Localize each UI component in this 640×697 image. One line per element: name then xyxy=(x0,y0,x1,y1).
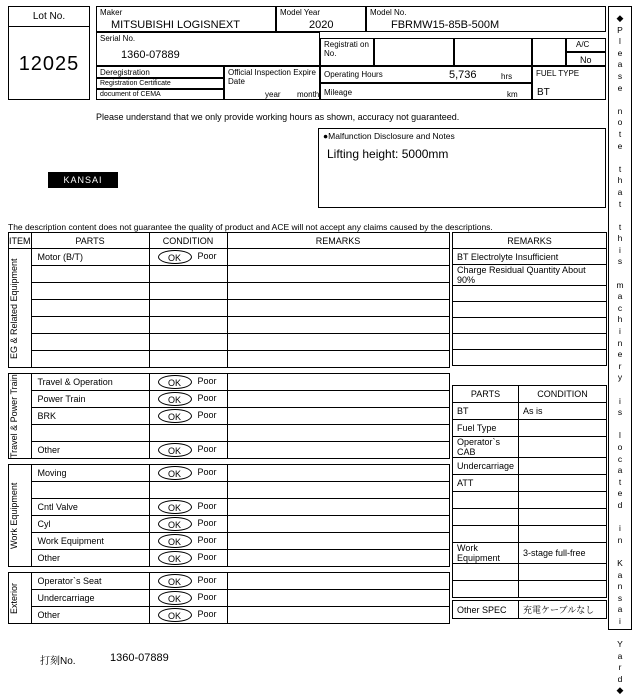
vertical-note-char xyxy=(609,210,631,222)
malfunction-title: ●Malfunction Disclosure and Notes xyxy=(323,131,455,141)
poor-option[interactable]: Poor xyxy=(197,518,217,528)
lot-number: 12025 xyxy=(18,52,80,75)
maker-cell xyxy=(96,6,276,32)
vertical-note-char: i xyxy=(619,326,621,337)
parts-name-cell xyxy=(453,526,519,543)
condition-cell[interactable] xyxy=(149,550,227,567)
ok-option[interactable]: OK xyxy=(158,608,192,622)
table-row xyxy=(9,391,450,408)
vertical-note-char xyxy=(609,546,631,558)
parts-condition-cell xyxy=(519,420,607,437)
condition-cell[interactable] xyxy=(149,283,227,300)
parts-cell: Travel & Operation xyxy=(31,374,149,391)
vertical-note-char xyxy=(609,512,631,524)
condition-cell[interactable] xyxy=(149,425,227,442)
registration-cell xyxy=(320,38,374,66)
vertical-note-char: h xyxy=(617,233,623,244)
parts-condition-panel xyxy=(452,385,607,598)
vertical-note-char: c xyxy=(617,302,623,313)
table-row xyxy=(9,573,450,590)
parts-condition-row xyxy=(453,564,607,581)
vertical-note-char: a xyxy=(617,465,623,476)
maker-value: MITSUBISHI LOGISNEXT xyxy=(111,19,240,31)
group-label-text: Exterior xyxy=(9,582,19,614)
remarks-cell xyxy=(227,317,449,334)
parts-name-cell xyxy=(453,581,519,598)
vertical-note-char: d xyxy=(617,673,623,684)
parts-cell: Work Equipment xyxy=(31,533,149,550)
malfunction-box xyxy=(318,128,606,208)
vertical-note-char: n xyxy=(617,337,623,348)
poor-option[interactable]: Poor xyxy=(197,575,217,585)
vertical-note-char: e xyxy=(617,82,623,93)
official-inspection-label: Official Inspection Expire Date xyxy=(228,68,316,86)
poor-option[interactable]: Poor xyxy=(197,393,217,403)
vertical-note-char: e xyxy=(617,47,623,58)
vertical-note-char: Y xyxy=(617,639,623,650)
table-row xyxy=(9,334,450,351)
remarks-cell xyxy=(227,300,449,317)
parts-cell xyxy=(31,425,149,442)
vertical-note-char xyxy=(609,152,631,164)
vertical-note-char: a xyxy=(617,59,623,70)
parts-condition-header-row xyxy=(453,386,607,403)
ok-option[interactable]: OK xyxy=(158,250,192,264)
ok-option[interactable]: OK xyxy=(158,574,192,588)
condition-cell[interactable] xyxy=(149,300,227,317)
remarks-panel xyxy=(452,232,607,366)
fuel-type-value: BT xyxy=(537,87,550,98)
parts-name-cell: BT xyxy=(453,403,519,420)
vertical-note-char: e xyxy=(617,349,623,360)
parts-cell xyxy=(31,482,149,499)
vertical-note-char: d xyxy=(617,499,623,510)
official-inspection-cell xyxy=(224,66,320,100)
parts-cell: Cyl xyxy=(31,516,149,533)
dereg-cell xyxy=(96,66,224,78)
vertical-note-char: s xyxy=(617,407,623,418)
poor-option[interactable]: Poor xyxy=(197,535,217,545)
col-item: ITEM xyxy=(9,233,32,249)
parts-condition-row xyxy=(453,492,607,509)
serial-value: 1360-07889 xyxy=(121,49,180,61)
dereg-label: Deregistration xyxy=(100,68,150,77)
vertical-note-text xyxy=(609,25,631,686)
condition-col-header: CONDITION xyxy=(519,386,607,403)
vertical-note-char xyxy=(609,627,631,639)
vertical-note-char: l xyxy=(619,430,621,441)
parts-cell: Motor (B/T) xyxy=(31,249,149,266)
vertical-note-char: e xyxy=(617,488,623,499)
registration-value-cell xyxy=(374,38,454,66)
parts-cell xyxy=(31,300,149,317)
mileage-unit: km xyxy=(507,90,518,99)
condition-cell[interactable] xyxy=(149,374,227,391)
parts-name-cell xyxy=(453,492,519,509)
parts-condition-cell: 3-stage full-free xyxy=(519,543,607,564)
table-row xyxy=(9,283,450,300)
parts-cell: Undercarriage xyxy=(31,590,149,607)
parts-cell: BRK xyxy=(31,408,149,425)
condition-cell[interactable] xyxy=(149,249,227,266)
poor-option[interactable]: Poor xyxy=(197,444,217,454)
remarks-header-row xyxy=(453,233,607,249)
group-label-text: Travel & Power Train xyxy=(9,374,19,458)
poor-option[interactable]: Poor xyxy=(197,251,217,261)
vertical-note-char: s xyxy=(617,70,623,81)
cema-cell xyxy=(96,89,224,100)
fuel-type-label: FUEL TYPE xyxy=(536,69,580,78)
vertical-note-char: r xyxy=(618,662,622,673)
poor-option[interactable]: Poor xyxy=(197,376,217,386)
parts-condition-row xyxy=(453,420,607,437)
table-row xyxy=(9,516,450,533)
lot-box xyxy=(8,6,90,100)
vertical-note-char: a xyxy=(617,604,623,615)
vertical-note-char: a xyxy=(617,569,623,580)
remarks-cell xyxy=(227,334,449,351)
group-label-text: EG & Related Equipment xyxy=(9,257,19,359)
parts-cell xyxy=(31,317,149,334)
table-row xyxy=(9,482,450,499)
table-row xyxy=(9,590,450,607)
cema-label: document of CEMA xyxy=(100,91,161,98)
table-row xyxy=(9,465,450,482)
parts-cell xyxy=(31,334,149,351)
parts-condition-row xyxy=(453,509,607,526)
vertical-note-char: n xyxy=(617,534,623,545)
group-label-text: Work Equipment xyxy=(9,482,19,549)
remarks-line xyxy=(453,286,607,302)
condition-cell[interactable] xyxy=(149,465,227,482)
remarks-header: REMARKS xyxy=(453,233,607,249)
table-row xyxy=(9,317,450,334)
col-parts: PARTS xyxy=(31,233,149,249)
vertical-note-char: o xyxy=(617,117,623,128)
parts-condition-cell xyxy=(519,581,607,598)
vertical-note-char: l xyxy=(619,36,621,47)
operating-hours-cell xyxy=(320,66,532,83)
fuel-type-cell xyxy=(532,66,606,100)
table-row xyxy=(9,249,450,266)
vertical-note-char xyxy=(609,419,631,431)
parts-cell: Operator`s Seat xyxy=(31,573,149,590)
mileage-cell xyxy=(320,83,532,100)
serial-label: Serial No. xyxy=(100,34,136,43)
group-label-0 xyxy=(9,249,32,368)
col-remarks: REMARKS xyxy=(227,233,449,249)
remarks-cell xyxy=(227,482,449,499)
vertical-note-char: r xyxy=(618,360,622,371)
remarks-line xyxy=(453,318,607,334)
reg-cert-label: Registration Certificate xyxy=(100,80,171,87)
remarks-line-row xyxy=(453,249,607,265)
table-row xyxy=(9,499,450,516)
parts-cell xyxy=(31,283,149,300)
operating-hours-label: Operating Hours xyxy=(324,70,383,79)
vertical-note-char xyxy=(609,268,631,280)
other-spec-label: Other SPEC xyxy=(453,601,519,619)
vertical-note-char: t xyxy=(618,128,622,139)
condition-cell[interactable] xyxy=(149,499,227,516)
condition-cell[interactable] xyxy=(149,573,227,590)
table-row xyxy=(9,442,450,459)
disclaimer-note: The description content does not guarantee the quality of product and ACE will not accept any claims caused by the descriptions. xyxy=(8,222,493,232)
ok-option[interactable]: OK xyxy=(158,392,192,406)
vertical-note-top-diamond: ◆ xyxy=(616,13,624,23)
poor-option[interactable]: Poor xyxy=(197,592,217,602)
vertical-note-char: o xyxy=(617,441,623,452)
parts-condition-cell xyxy=(519,458,607,475)
parts-condition-cell: As is xyxy=(519,403,607,420)
ok-option[interactable]: OK xyxy=(158,409,192,423)
table-row xyxy=(9,300,450,317)
vertical-note-char: t xyxy=(618,198,622,209)
table-header-row xyxy=(9,233,450,249)
poor-option[interactable]: Poor xyxy=(197,609,217,619)
model-no-label: Model No. xyxy=(370,8,407,17)
poor-option[interactable]: Poor xyxy=(197,410,217,420)
remarks-cell xyxy=(227,516,449,533)
parts-condition-cell xyxy=(519,475,607,492)
remarks-line xyxy=(453,334,607,350)
table-row xyxy=(9,266,450,283)
vertical-note-bottom-diamond: ◆ xyxy=(616,685,624,696)
remarks-cell xyxy=(227,499,449,516)
parts-condition-row xyxy=(453,581,607,598)
operating-hours-unit: hrs xyxy=(501,72,513,81)
parts-cell: Cntl Valve xyxy=(31,499,149,516)
parts-cell: Other xyxy=(31,442,149,459)
remarks-cell xyxy=(227,465,449,482)
parts-condition-row xyxy=(453,403,607,420)
remarks-line-row xyxy=(453,302,607,318)
remarks-cell xyxy=(227,590,449,607)
ok-option[interactable]: OK xyxy=(158,591,192,605)
remarks-cell xyxy=(227,283,449,300)
remarks-cell xyxy=(227,391,449,408)
vertical-note-char: i xyxy=(619,244,621,255)
parts-condition-row xyxy=(453,437,607,458)
parts-name-cell: Operator`s CAB xyxy=(453,437,519,458)
parts-condition-row xyxy=(453,458,607,475)
model-no-value: FBRMW15-85B-500M xyxy=(391,19,500,31)
other-spec-row xyxy=(453,601,607,619)
table-row xyxy=(9,550,450,567)
table-row xyxy=(9,408,450,425)
remarks-line: Charge Residual Quantity About 90% xyxy=(453,265,607,286)
parts-cell: Moving xyxy=(31,465,149,482)
condition-cell[interactable] xyxy=(149,317,227,334)
table-row xyxy=(9,607,450,624)
table-row xyxy=(9,351,450,368)
reg-cert-cell xyxy=(96,78,224,89)
parts-condition-cell xyxy=(519,564,607,581)
parts-condition-cell xyxy=(519,509,607,526)
table-row xyxy=(9,425,450,442)
stamp-label: 打刻No. xyxy=(40,656,76,667)
vertical-note-char: y xyxy=(617,372,623,383)
other-spec-value: 充電ケーブルなし xyxy=(519,601,607,619)
ok-option[interactable]: OK xyxy=(158,443,192,457)
ac-value-cell xyxy=(566,52,606,66)
parts-col-header: PARTS xyxy=(453,386,519,403)
maker-label: Maker xyxy=(100,8,123,17)
model-no-cell xyxy=(366,6,606,32)
mileage-label: Mileage xyxy=(324,88,353,97)
remarks-line-row xyxy=(453,318,607,334)
operating-hours-value: 5,736 xyxy=(449,69,477,81)
condition-cell[interactable] xyxy=(149,607,227,624)
malfunction-body: Lifting height: 5000mm xyxy=(327,147,449,161)
parts-cell xyxy=(31,266,149,283)
group-label-3 xyxy=(9,573,32,624)
condition-cell[interactable] xyxy=(149,334,227,351)
vertical-note-char: m xyxy=(616,279,624,290)
parts-name-cell: Work Equipment xyxy=(453,543,519,564)
vertical-note-char: a xyxy=(617,291,623,302)
stamp-value: 1360-07889 xyxy=(110,652,169,664)
group-label-1 xyxy=(9,374,32,459)
yard-tag: KANSAI xyxy=(48,172,118,188)
condition-cell[interactable] xyxy=(149,533,227,550)
parts-name-cell: ATT xyxy=(453,475,519,492)
year-label: year xyxy=(265,90,281,99)
vertical-note-char xyxy=(609,384,631,396)
ac-label-cell xyxy=(566,38,606,52)
remarks-cell xyxy=(227,408,449,425)
lot-label: Lot No. xyxy=(9,7,89,27)
vertical-note-char: i xyxy=(619,615,621,626)
remarks-cell xyxy=(227,607,449,624)
vertical-note-char: t xyxy=(618,163,622,174)
parts-cell xyxy=(31,351,149,368)
vertical-note-char: i xyxy=(619,523,621,534)
parts-cell: Power Train xyxy=(31,391,149,408)
vertical-note-char: h xyxy=(617,314,623,325)
poor-option[interactable]: Poor xyxy=(197,552,217,562)
parts-name-cell: Fuel Type xyxy=(453,420,519,437)
group-label-2 xyxy=(9,465,32,567)
ok-option[interactable]: OK xyxy=(158,375,192,389)
model-year-cell xyxy=(276,6,366,32)
parts-condition-row xyxy=(453,526,607,543)
model-year-value: 2020 xyxy=(309,19,334,31)
condition-cell[interactable] xyxy=(149,266,227,283)
condition-cell[interactable] xyxy=(149,442,227,459)
poor-option[interactable]: Poor xyxy=(197,467,217,477)
parts-name-cell: Undercarriage xyxy=(453,458,519,475)
registration-label: Registrati on No. xyxy=(324,40,369,58)
vertical-note-char: h xyxy=(617,175,623,186)
remarks-cell xyxy=(227,550,449,567)
month-label: month xyxy=(297,90,320,99)
registration-blank-cell xyxy=(532,38,566,66)
vertical-note-char: a xyxy=(617,650,623,661)
vertical-note-char: e xyxy=(617,140,623,151)
ok-option[interactable]: OK xyxy=(158,517,192,531)
vertical-note-char: n xyxy=(617,105,623,116)
vertical-note-char: n xyxy=(617,581,623,592)
working-hours-note: Please understand that we only provide working hours as shown, accuracy not guaranteed. xyxy=(96,112,460,122)
vertical-note-char: t xyxy=(618,221,622,232)
condition-cell[interactable] xyxy=(149,516,227,533)
ok-option[interactable]: OK xyxy=(158,551,192,565)
table-row xyxy=(9,374,450,391)
remarks-line-row xyxy=(453,286,607,302)
remarks-line xyxy=(453,302,607,318)
condition-cell[interactable] xyxy=(149,482,227,499)
condition-cell[interactable] xyxy=(149,391,227,408)
remarks-cell xyxy=(227,442,449,459)
parts-condition-cell xyxy=(519,437,607,458)
parts-name-cell xyxy=(453,509,519,526)
ok-option[interactable]: OK xyxy=(158,534,192,548)
remarks-line-row xyxy=(453,350,607,366)
remarks-line-row xyxy=(453,265,607,286)
parts-condition-cell xyxy=(519,492,607,509)
remarks-cell xyxy=(227,249,449,266)
ac-label: A/C xyxy=(576,40,590,49)
remarks-line-row xyxy=(453,334,607,350)
remarks-cell xyxy=(227,573,449,590)
remarks-cell xyxy=(227,266,449,283)
vertical-note-char: t xyxy=(618,476,622,487)
vertical-note-char: K xyxy=(617,557,623,568)
parts-condition-row xyxy=(453,543,607,564)
serial-cell xyxy=(96,32,320,66)
ok-option[interactable]: OK xyxy=(158,500,192,514)
remarks-cell xyxy=(227,374,449,391)
parts-cell: Other xyxy=(31,550,149,567)
vertical-note-char: s xyxy=(617,592,623,603)
ac-value: No xyxy=(580,55,592,65)
remarks-cell xyxy=(227,425,449,442)
condition-cell[interactable] xyxy=(149,408,227,425)
vertical-note-char: s xyxy=(617,256,623,267)
condition-cell[interactable] xyxy=(149,590,227,607)
model-year-label: Model Year xyxy=(280,8,321,17)
parts-condition-cell xyxy=(519,526,607,543)
parts-cell: Other xyxy=(31,607,149,624)
parts-name-cell xyxy=(453,564,519,581)
remarks-line xyxy=(453,350,607,366)
ok-option[interactable]: OK xyxy=(158,466,192,480)
vertical-note-char: c xyxy=(617,453,623,464)
remarks-line: BT Electrolyte Insufficient xyxy=(453,249,607,265)
other-spec-panel xyxy=(452,600,607,619)
inspection-table xyxy=(8,232,450,624)
condition-cell[interactable] xyxy=(149,351,227,368)
vertical-note-char: P xyxy=(617,24,623,35)
registration-extra-cell xyxy=(454,38,532,66)
remarks-cell xyxy=(227,351,449,368)
vertical-note-char: a xyxy=(617,186,623,197)
poor-option[interactable]: Poor xyxy=(197,501,217,511)
table-row xyxy=(9,533,450,550)
remarks-cell xyxy=(227,533,449,550)
vertical-note-char xyxy=(609,94,631,106)
vertical-note-char: i xyxy=(619,395,621,406)
col-condition: CONDITION xyxy=(149,233,227,249)
parts-condition-row xyxy=(453,475,607,492)
vertical-note xyxy=(608,6,632,696)
